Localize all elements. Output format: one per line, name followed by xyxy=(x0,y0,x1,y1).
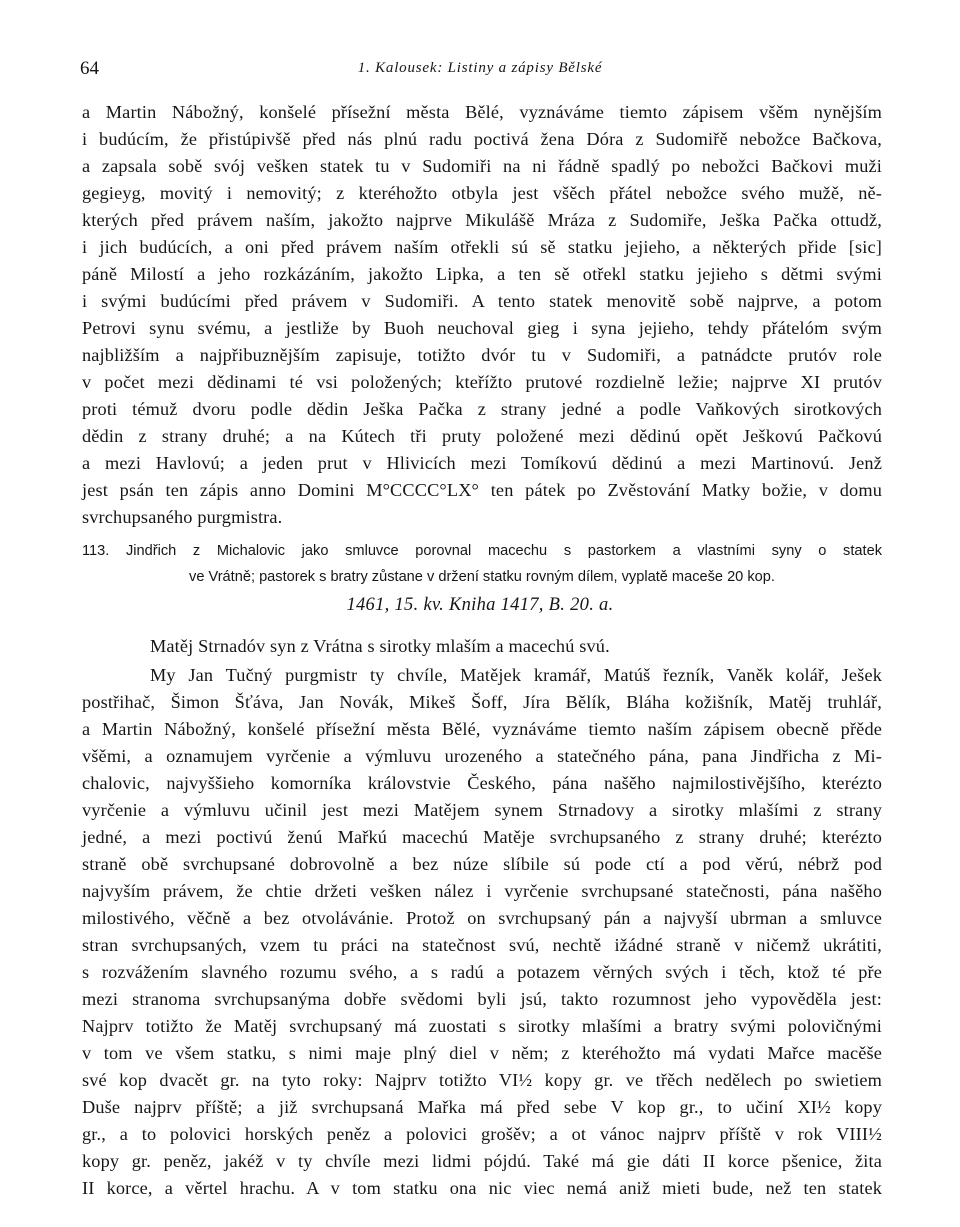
text-line: svrchupsaného purgmistra. xyxy=(82,507,283,527)
text-line: kopy gr. peněz, jakéž v ty chvíle mezi lidmi pójdú. Také má gie dáti II korce pšenice, žita xyxy=(82,1151,882,1171)
summary-line: ve Vrátně; pastorek s bratry zůstane v držení statku rovným dílem, vyplatě maceše 20 kop. xyxy=(189,569,775,585)
entry-heading: Matěj Strnadóv syn z Vrátna s sirotky mlaším a macechú svú. xyxy=(150,636,610,656)
text-line: dědin z strany druhé; a na Kútech tři pruty položené mezi dědinú opět Ješkovú Pačkovú xyxy=(82,426,882,446)
text-line: a Martin Nábožný, konšelé přísežní města Bělé, vyznáváme tiemto zápisem všěm nynějším xyxy=(82,102,882,122)
text-line: vyrčenie a výmluvu učinil jest mezi Matějem synem Strnadovy a sirotky mlašími z strany xyxy=(82,800,882,820)
text-line: My Jan Tučný purgmistr ty chvíle, Matějek kramář, Matúš řezník, Vaněk kolář, Ješek xyxy=(150,665,882,685)
summary-line: 113. Jindřich z Michalovic jako smluvce porovnal macechu s pastorkem a vlastními syny o statek xyxy=(82,543,882,559)
text-line: straně obě svrchupsané dobrovolně a bez núze slíbile sú pode ctí a pod věrú, nébrž pod xyxy=(82,854,882,874)
text-line: milostivého, věčně a bez otvolávánie. Protož on svrchupsaný pán a najvyší ubrman a smluvce xyxy=(82,908,882,928)
text-line: kterých před právem naším, jakožto najprve Mikulášě Mráza z Sudomiře, Ješka Pačka ottudž, xyxy=(82,210,882,230)
running-head: 1. Kalousek: Listiny a zápisy Bělské xyxy=(357,60,603,76)
text-line: páně Milostí a jeho rozkázáním, jakožto Lipka, a ten sě otřekl statku jejieho s dětmi svými xyxy=(82,264,882,284)
text-line: jest psán ten zápis anno Domini M°CCCC°LX° ten pátek po Zvěstování Matky božie, v domu xyxy=(82,480,882,500)
text-line: gegieyg, movitý i nemovitý; z kteréhožto otbyla jest všěch přátel nebožce svého mužě, ně- xyxy=(82,183,882,203)
text-line: Duše najprv příště; a již svrchupsaná Mařka má před sebe V kop gr., to učiní XI½ kopy xyxy=(82,1097,882,1117)
text-line: a zapsala sobě svój veškеn statek tu v Sudomiři na ni řádně spadlý po nebožci Bačkovi muži xyxy=(82,156,882,176)
text-line: stran svrchupsaných, vzem tu práci na statečnost svú, nechtě ižádné straně v ničemž ukrátiti, xyxy=(82,935,882,955)
text-line: jedné, a mezi poctivú ženú Mařkú macechú Matěje svrchupsaného z strany druhé; kterézto xyxy=(82,827,882,847)
text-line: i budúcím, že přistúpivšě před nás plnú radu poctivá žena Dóra z Sudomiřě nebožce Bačkova, xyxy=(82,129,882,149)
text-line: najvyším právem, že chtie držeti veškеn nález i vyrčenie svrchupsané statečnosti, pána našěho xyxy=(82,881,882,901)
text-line: i jich budúcích, a oni před právem naším otřekli sú sě statku jejieho, a některých přide [sic] xyxy=(82,237,882,257)
text-line: všěmi, a oznamujem vyrčenie a výmluvu urozeného a statečného pána, pana Jindřicha z Mi- xyxy=(82,746,882,766)
text-line: své kop dvacět gr. na tyto roky: Najprv totižto VI½ kopy gr. ve třěch nedělech po swietiem xyxy=(82,1070,882,1090)
text-line: mezi stranoma svrchupsanýma dobře svědomi byli jsú, takto rozumnost jeho vypověděla jest: xyxy=(82,989,882,1009)
text-line: a mezi Havlovú; a jeden prut v Hlivicích mezi Tomíkovú dědinú a mezi Martinovú. Jenž xyxy=(82,453,882,473)
text-line: proti témuž dvoru podle dědin Ješka Pačka z strany jedné a podle Vaňkových sirotkových xyxy=(82,399,882,419)
text-line: najbližším a najpřibuznějším zapisuje, totižto dvór tu v Sudomiři, a patnádcte prutóv role xyxy=(82,345,882,365)
text-line: s rozvážením slavného rozumu svého, a s radú a potazem věrných svých i těch, ktož té pře xyxy=(82,962,882,982)
text-line: a Martin Nábožný, konšelé přísežní města Bělé, vyznáváme tiemto naším zápisem obecně přěde xyxy=(82,719,882,739)
text-line: i svými budúcími před právem v Sudomiři. A tento statek menovitě sobě najprve, a potom xyxy=(82,291,882,311)
text-line: gr., a to polovici horských peněz a polovici grošěv; a ot vánoc najprv příště v rok VIII½ xyxy=(82,1124,882,1144)
text-line: postřihač, Šimon Šťáva, Jan Novák, Mikeš Šoff, Jíra Bělík, Bláha kožišník, Matěj truhlář, xyxy=(82,692,882,712)
page-number: 64 xyxy=(80,58,99,79)
text-line: v počet mezi dědinami té vsi položených; kteřížto prutové rozdielně ležie; najprve XI prutóv xyxy=(82,372,882,392)
text-line: Najprv totižto že Matěj svrchupsaný má zuostati s sirotky mlašími a bratry svými polovičnými xyxy=(82,1016,882,1036)
text-line: v tom ve všem statku, s nimi maje plný diel v něm; z kteréhožto má vydati Mařce macěše xyxy=(82,1043,882,1063)
entry-date-source: 1461, 15. kv. Kniha 1417, B. 20. a. xyxy=(346,595,614,615)
text-line: Petrovi synu svému, a jestliže by Buoh neuchoval gieg i syna jejieho, tehdy přátelóm svým xyxy=(82,318,882,338)
text-line: chalovic, najvyššieho komorníka královstvie Českého, pána našěho najmilostivějšího, kterézto xyxy=(82,773,882,793)
text-line: II korce, a věrtel hrachu. A v tom statku ona nic viec nemá aniž mieti bude, než ten statek xyxy=(82,1178,882,1198)
